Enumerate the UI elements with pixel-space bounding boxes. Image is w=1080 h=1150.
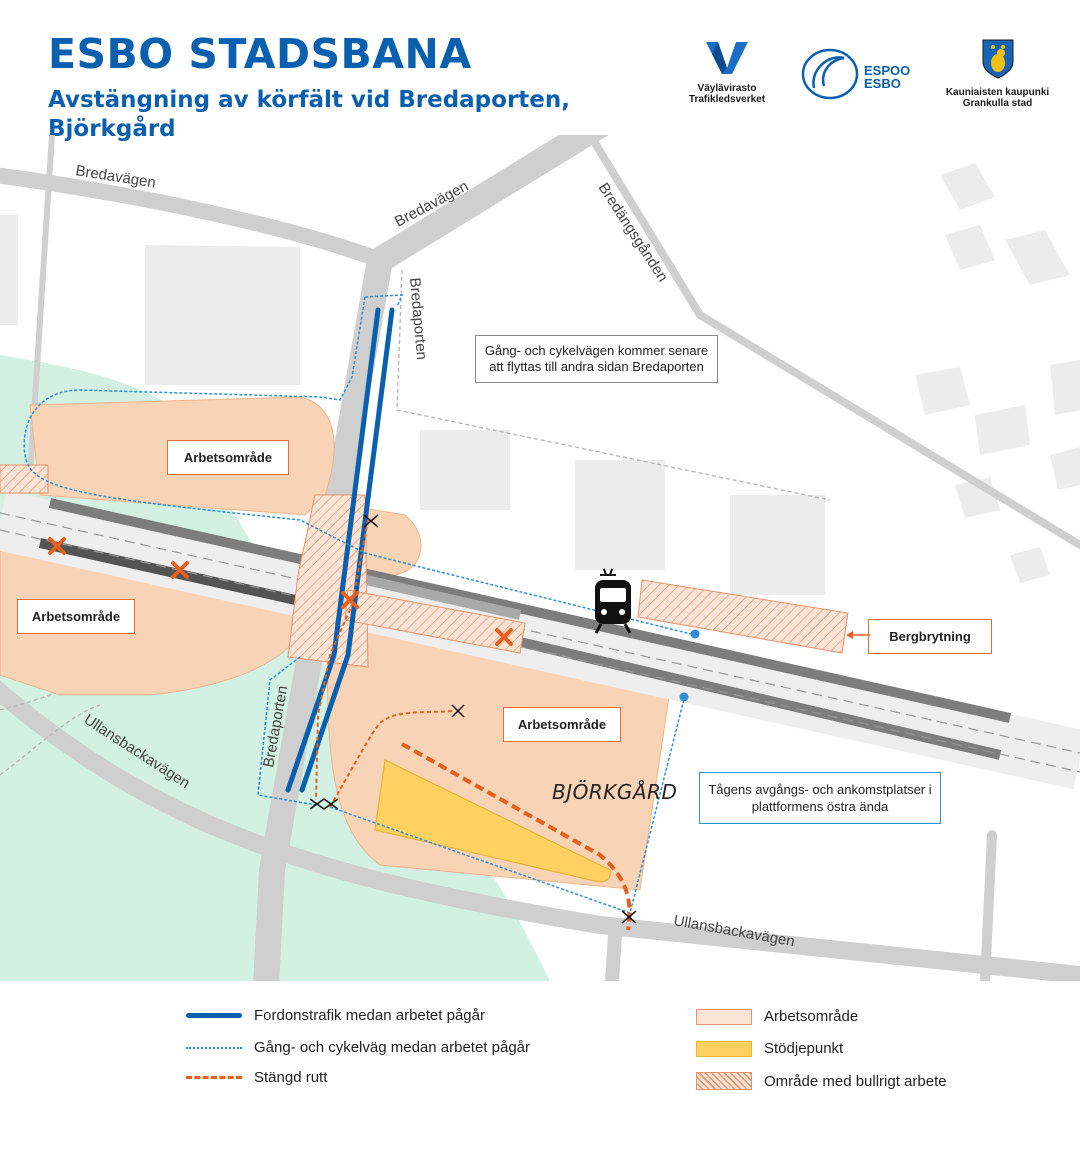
cycle-note: Gång- och cykelvägen kommer senare att flyttas till andra sidan Bredaporten [475,335,718,383]
kauniainen-logo-text: Kauniaisten kaupunki Grankulla stad [945,87,1050,109]
station-name: BJÖRKGÅRD [552,780,678,804]
espoo-logo [800,42,920,102]
road-bredavagen-north [380,135,600,260]
legend-noise-label: Område med bullrigt arbete [764,1072,947,1090]
legend-closed-label: Stängd rutt [254,1069,328,1086]
work-area-label-west: Arbetsområde [17,599,135,634]
legend-closed [186,1069,327,1086]
label-ullansbacka-1: Ullansbackavägen [80,711,193,793]
legend-vehicle-label: Fordonstrafik medan arbetet pågår [254,1007,485,1024]
legend-support-label: Stödjepunkt [764,1040,844,1057]
espoo-swirl-icon [800,42,860,102]
road-side [612,935,615,981]
vayla-logo-text: Väylävirasto Trafikledsverket [688,83,766,105]
map [0,135,1080,981]
legend-support-swatch [696,1041,752,1057]
page-subtitle: Avstängning av körfält vid Bredaporten, Björkgård [48,87,570,142]
vayla-v-icon [704,40,750,76]
platform-point-1 [691,630,700,639]
legend-noise [696,1072,947,1090]
legend-cycle-label: Gång- och cykelväg medan arbetet pågår [254,1039,530,1056]
legend-work-area-swatch [696,1009,752,1025]
train-note: Tågens avgångs- och ankomstplatser i plattformens östra ända [699,772,941,824]
map-canvas [0,135,1080,981]
label-ullansbacka-2: Ullansbackavägen [672,912,796,951]
platform-point-2 [680,693,689,702]
page-title: ESBO STADSBANA [48,30,472,78]
kauniainen-crest-icon [981,38,1015,80]
vayla-logo [672,40,782,105]
legend-vehicle [186,1007,485,1024]
bergbrytning-arrow [844,629,874,641]
work-area-label-north: Arbetsområde [167,440,289,475]
legend-support [696,1040,843,1057]
kauniainen-logo [940,38,1055,109]
train-icon [595,569,631,633]
road-east [985,835,992,981]
legend-work-area [696,1008,858,1025]
legend-closed-swatch [186,1076,242,1079]
noise-area-west [0,465,48,493]
legend-cycle [186,1039,530,1056]
label-bredangsganden: Bredängsgånden [594,179,672,286]
label-bredavagen-1: Bredavägen [74,162,157,192]
label-bredavagen-2: Bredavägen [391,177,472,231]
legend-cycle-swatch [186,1047,242,1049]
label-bredaporten-1: Bredaporten [406,276,431,361]
header [0,0,1080,150]
legend [0,995,1080,1145]
label-bredaporten-2: Bredaporten [260,684,292,769]
legend-work-area-label: Arbetsområde [764,1008,859,1025]
legend-noise-swatch [696,1072,752,1090]
espoo-logo-text: ESPOO ESBO [864,63,911,91]
bergbrytning-label: Bergbrytning [868,619,992,654]
legend-vehicle-swatch [186,1013,242,1018]
work-area-label-south: Arbetsområde [503,707,621,742]
